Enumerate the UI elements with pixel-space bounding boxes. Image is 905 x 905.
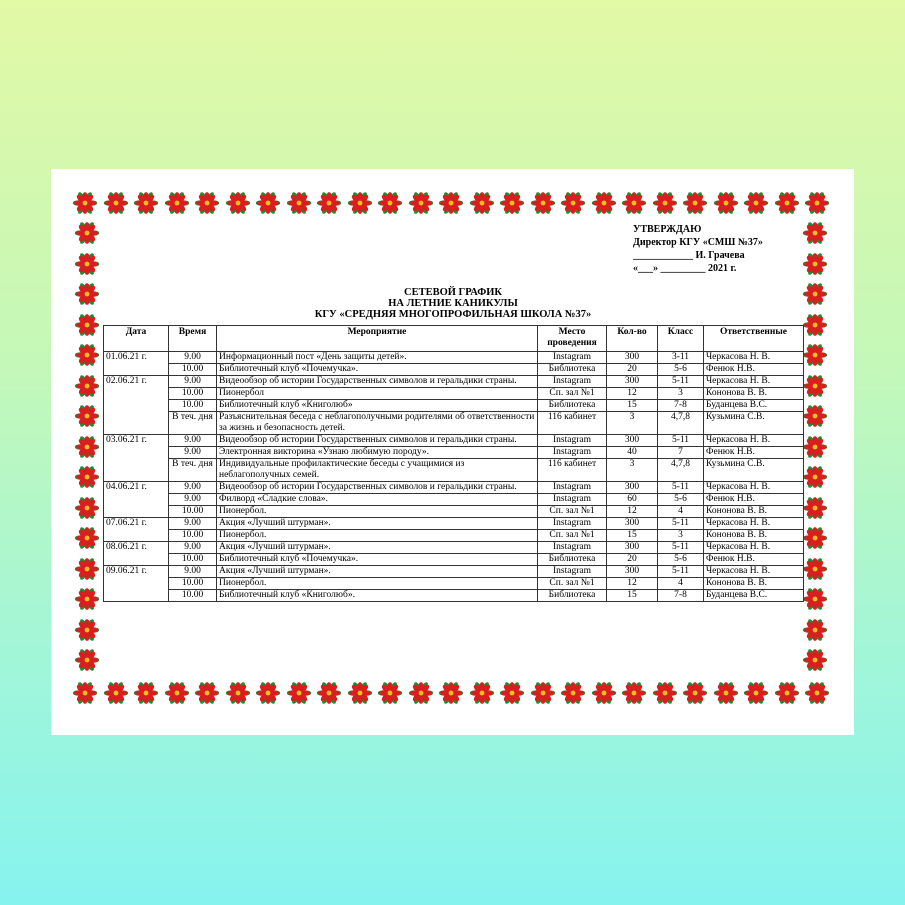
poinsettia-icon (803, 282, 827, 306)
table-row (104, 590, 804, 602)
approval-line-4: «___» _________ 2021 г. (633, 263, 737, 274)
poinsettia-icon (803, 313, 827, 337)
poinsettia-icon (803, 618, 827, 642)
row-responsible: Черкасова Н. В. (704, 376, 804, 388)
row-responsible: Кононова В. В. (704, 530, 804, 542)
row-event: Филворд «Сладкие слова». (217, 494, 538, 506)
poinsettia-icon (803, 496, 827, 520)
poinsettia-icon (165, 681, 189, 705)
row-count: 12 (607, 388, 658, 400)
table-row (104, 566, 804, 578)
poinsettia-icon (592, 191, 616, 215)
approval-line-2: Директор КГУ «СМШ №37» (633, 237, 763, 248)
row-event: Информационный пост «День защиты детей». (217, 352, 538, 364)
row-grade: 3 (658, 530, 704, 542)
row-count: 300 (607, 376, 658, 388)
poinsettia-icon (134, 681, 158, 705)
table-row (104, 482, 804, 494)
poinsettia-icon (805, 681, 829, 705)
row-time: 9.00 (169, 566, 217, 578)
approval-line-1: УТВЕРЖДАЮ (633, 224, 702, 235)
row-count: 60 (607, 494, 658, 506)
header-grade: Класс (658, 326, 704, 352)
poinsettia-icon (104, 681, 128, 705)
row-time: 10.00 (169, 530, 217, 542)
row-date: 04.06.21 г. (104, 482, 169, 518)
row-responsible: Кононова В. В. (704, 506, 804, 518)
row-responsible: Буданцева В.С. (704, 590, 804, 602)
poinsettia-icon (470, 681, 494, 705)
poinsettia-icon (803, 343, 827, 367)
row-count: 300 (607, 542, 658, 554)
poinsettia-icon (653, 191, 677, 215)
row-grade: 3-11 (658, 352, 704, 364)
row-count: 15 (607, 590, 658, 602)
poinsettia-icon (439, 681, 463, 705)
approval-line-3: ____________ И. Грачева (633, 250, 745, 261)
table-row (104, 376, 804, 388)
row-count: 12 (607, 578, 658, 590)
row-event: Видеообзор об истории Государственных символов и геральдики страны. (217, 435, 538, 447)
poinsettia-icon (470, 191, 494, 215)
poinsettia-icon (500, 681, 524, 705)
row-place: Instagram (538, 352, 607, 364)
row-responsible: Черкасова Н. В. (704, 482, 804, 494)
poinsettia-icon (439, 191, 463, 215)
poinsettia-icon (75, 221, 99, 245)
table-row (104, 542, 804, 554)
header-place: Место проведения (538, 326, 607, 352)
poinsettia-icon (378, 681, 402, 705)
row-time: 10.00 (169, 388, 217, 400)
row-time: 9.00 (169, 352, 217, 364)
row-responsible: Черкасова Н. В. (704, 352, 804, 364)
table-row (104, 578, 804, 590)
row-place: Instagram (538, 482, 607, 494)
row-time: 10.00 (169, 578, 217, 590)
poinsettia-icon (683, 681, 707, 705)
poinsettia-icon (775, 681, 799, 705)
row-grade: 4 (658, 506, 704, 518)
row-count: 300 (607, 352, 658, 364)
poinsettia-icon (75, 343, 99, 367)
poinsettia-icon (317, 191, 341, 215)
row-place: Instagram (538, 376, 607, 388)
row-place: Instagram (538, 518, 607, 530)
row-place: Instagram (538, 447, 607, 459)
poinsettia-icon (561, 191, 585, 215)
row-count: 3 (607, 459, 658, 482)
poinsettia-icon (409, 681, 433, 705)
row-date: 08.06.21 г. (104, 542, 169, 566)
row-event: Акция «Лучший штурман». (217, 518, 538, 530)
table-row (104, 494, 804, 506)
row-place: Instagram (538, 542, 607, 554)
row-grade: 5-6 (658, 554, 704, 566)
title-line-3: КГУ «СРЕДНЯЯ МНОГОПРОФИЛЬНАЯ ШКОЛА №37» (314, 309, 592, 320)
row-grade: 5-11 (658, 435, 704, 447)
poinsettia-icon (195, 681, 219, 705)
row-place: Библиотека (538, 364, 607, 376)
row-date: 01.06.21 г. (104, 352, 169, 376)
row-event: Библиотечный клуб «Книголюб» (217, 400, 538, 412)
poinsettia-icon (409, 191, 433, 215)
row-grade: 5-11 (658, 542, 704, 554)
poinsettia-icon (531, 191, 555, 215)
row-grade: 5-6 (658, 494, 704, 506)
poinsettia-icon (803, 526, 827, 550)
poinsettia-icon (531, 681, 555, 705)
row-place: Библиотека (538, 400, 607, 412)
poinsettia-icon (75, 496, 99, 520)
poinsettia-icon (653, 681, 677, 705)
poinsettia-icon (75, 282, 99, 306)
poinsettia-icon (73, 681, 97, 705)
row-place: Сп. зал №1 (538, 388, 607, 400)
poinsettia-icon (256, 191, 280, 215)
poinsettia-icon (75, 557, 99, 581)
header-responsible: Ответственные (704, 326, 804, 352)
row-grade: 5-11 (658, 566, 704, 578)
row-count: 20 (607, 554, 658, 566)
row-responsible: Фенюк Н.В. (704, 494, 804, 506)
table-header-row (104, 326, 804, 352)
poinsettia-icon (592, 681, 616, 705)
poinsettia-icon (287, 681, 311, 705)
row-responsible: Фенюк Н.В. (704, 447, 804, 459)
row-time: 9.00 (169, 494, 217, 506)
row-event: Акция «Лучший штурман». (217, 542, 538, 554)
poinsettia-icon (75, 435, 99, 459)
row-responsible: Кононова В. В. (704, 578, 804, 590)
row-event: Пионербол (217, 388, 538, 400)
row-responsible: Черкасова Н. В. (704, 518, 804, 530)
row-event: Пионербол. (217, 578, 538, 590)
poinsettia-icon (803, 648, 827, 672)
row-grade: 5-11 (658, 376, 704, 388)
poinsettia-icon (73, 191, 97, 215)
document-title (103, 287, 803, 320)
row-count: 40 (607, 447, 658, 459)
row-time: В теч. дня (169, 459, 217, 482)
row-time: В теч. дня (169, 412, 217, 435)
row-grade: 4,7,8 (658, 459, 704, 482)
poinsettia-icon (500, 191, 524, 215)
title-line-2: НА ЛЕТНИЕ КАНИКУЛЫ (388, 298, 518, 309)
row-time: 10.00 (169, 590, 217, 602)
row-place: Библиотека (538, 554, 607, 566)
row-responsible: Черкасова Н. В. (704, 435, 804, 447)
row-date: 02.06.21 г. (104, 376, 169, 435)
poinsettia-icon (256, 681, 280, 705)
schedule-table (103, 325, 804, 602)
row-event: Видеообзор об истории Государственных символов и геральдики страны. (217, 376, 538, 388)
poinsettia-icon (803, 587, 827, 611)
row-date: 09.06.21 г. (104, 566, 169, 602)
poinsettia-icon (744, 681, 768, 705)
poinsettia-icon (714, 191, 738, 215)
table-row (104, 506, 804, 518)
row-event: Пионербол. (217, 530, 538, 542)
poinsettia-icon (803, 557, 827, 581)
table-row (104, 400, 804, 412)
poinsettia-icon (75, 252, 99, 276)
row-count: 12 (607, 506, 658, 518)
row-grade: 4,7,8 (658, 412, 704, 435)
row-time: 10.00 (169, 506, 217, 518)
poinsettia-icon (75, 313, 99, 337)
row-responsible: Черкасова Н. В. (704, 542, 804, 554)
poinsettia-icon (75, 587, 99, 611)
table-row (104, 554, 804, 566)
poinsettia-icon (683, 191, 707, 215)
row-time: 10.00 (169, 554, 217, 566)
row-place: Сп. зал №1 (538, 506, 607, 518)
row-event: Электронная викторина «Узнаю любимую породу». (217, 447, 538, 459)
poinsettia-icon (75, 374, 99, 398)
row-grade: 5-6 (658, 364, 704, 376)
title-line-1: СЕТЕВОЙ ГРАФИК (403, 287, 503, 298)
row-event: Индивидуальные профилактические беседы с учащимися из неблагополучных семей. (217, 459, 538, 482)
table-row (104, 518, 804, 530)
table-row (104, 364, 804, 376)
header-time: Время (169, 326, 217, 352)
poinsettia-icon (744, 191, 768, 215)
poinsettia-icon (803, 374, 827, 398)
row-responsible: Кононова В. В. (704, 388, 804, 400)
row-place: Сп. зал №1 (538, 578, 607, 590)
poinsettia-icon (803, 465, 827, 489)
row-date: 03.06.21 г. (104, 435, 169, 482)
poinsettia-icon (622, 191, 646, 215)
row-time: 9.00 (169, 376, 217, 388)
row-grade: 3 (658, 388, 704, 400)
poinsettia-icon (195, 191, 219, 215)
poinsettia-icon (134, 191, 158, 215)
poinsettia-icon (803, 404, 827, 428)
row-responsible: Черкасова Н. В. (704, 566, 804, 578)
poinsettia-icon (165, 191, 189, 215)
poinsettia-icon (714, 681, 738, 705)
row-responsible: Фенюк Н.В. (704, 554, 804, 566)
row-place: 116 кабинет (538, 459, 607, 482)
poinsettia-icon (805, 191, 829, 215)
row-event: Разъяснительная беседа с неблагополучными родителями об ответственности за жизнь и безопасность детей. (217, 412, 538, 435)
row-event: Пионербол. (217, 506, 538, 518)
row-responsible: Буданцева В.С. (704, 400, 804, 412)
row-count: 20 (607, 364, 658, 376)
row-time: 9.00 (169, 542, 217, 554)
table-row (104, 412, 804, 435)
row-event: Библиотечный клуб «Книголюб». (217, 590, 538, 602)
row-event: Акция «Лучший штурман». (217, 566, 538, 578)
row-time: 9.00 (169, 518, 217, 530)
table-row (104, 352, 804, 364)
row-count: 3 (607, 412, 658, 435)
header-date: Дата (104, 326, 169, 352)
row-place: 116 кабинет (538, 412, 607, 435)
row-place: Instagram (538, 494, 607, 506)
row-grade: 4 (658, 578, 704, 590)
poinsettia-icon (75, 526, 99, 550)
row-event: Библиотечный клуб «Почемучка». (217, 554, 538, 566)
row-event: Библиотечный клуб «Почемучка». (217, 364, 538, 376)
poinsettia-icon (348, 191, 372, 215)
table-row (104, 447, 804, 459)
row-event: Видеообзор об истории Государственных символов и геральдики страны. (217, 482, 538, 494)
poinsettia-icon (75, 465, 99, 489)
header-count: Кол-во (607, 326, 658, 352)
row-count: 15 (607, 400, 658, 412)
row-place: Сп. зал №1 (538, 530, 607, 542)
poinsettia-icon (561, 681, 585, 705)
row-responsible: Кузьмина С.В. (704, 459, 804, 482)
header-event: Мероприятие (217, 326, 538, 352)
table-row (104, 459, 804, 482)
poinsettia-icon (226, 191, 250, 215)
poinsettia-icon (378, 191, 402, 215)
row-responsible: Кузьмина С.В. (704, 412, 804, 435)
poinsettia-icon (75, 618, 99, 642)
table-row (104, 388, 804, 400)
row-count: 300 (607, 435, 658, 447)
row-responsible: Фенюк Н.В. (704, 364, 804, 376)
row-time: 9.00 (169, 447, 217, 459)
document-sheet (51, 169, 854, 735)
poinsettia-icon (104, 191, 128, 215)
row-grade: 7-8 (658, 400, 704, 412)
poinsettia-icon (622, 681, 646, 705)
poinsettia-icon (317, 681, 341, 705)
row-count: 300 (607, 518, 658, 530)
row-grade: 5-11 (658, 482, 704, 494)
row-time: 9.00 (169, 482, 217, 494)
table-row (104, 435, 804, 447)
poinsettia-icon (226, 681, 250, 705)
row-grade: 7-8 (658, 590, 704, 602)
row-place: Instagram (538, 566, 607, 578)
poinsettia-icon (348, 681, 372, 705)
row-place: Библиотека (538, 590, 607, 602)
approval-block (633, 223, 833, 275)
poinsettia-icon (803, 435, 827, 459)
row-time: 9.00 (169, 435, 217, 447)
row-grade: 5-11 (658, 518, 704, 530)
row-count: 300 (607, 482, 658, 494)
row-date: 07.06.21 г. (104, 518, 169, 542)
row-place: Instagram (538, 435, 607, 447)
poinsettia-icon (287, 191, 311, 215)
poinsettia-icon (75, 404, 99, 428)
row-count: 300 (607, 566, 658, 578)
poinsettia-icon (75, 648, 99, 672)
poinsettia-icon (775, 191, 799, 215)
table-row (104, 530, 804, 542)
row-time: 10.00 (169, 364, 217, 376)
row-time: 10.00 (169, 400, 217, 412)
row-grade: 7 (658, 447, 704, 459)
row-count: 15 (607, 530, 658, 542)
